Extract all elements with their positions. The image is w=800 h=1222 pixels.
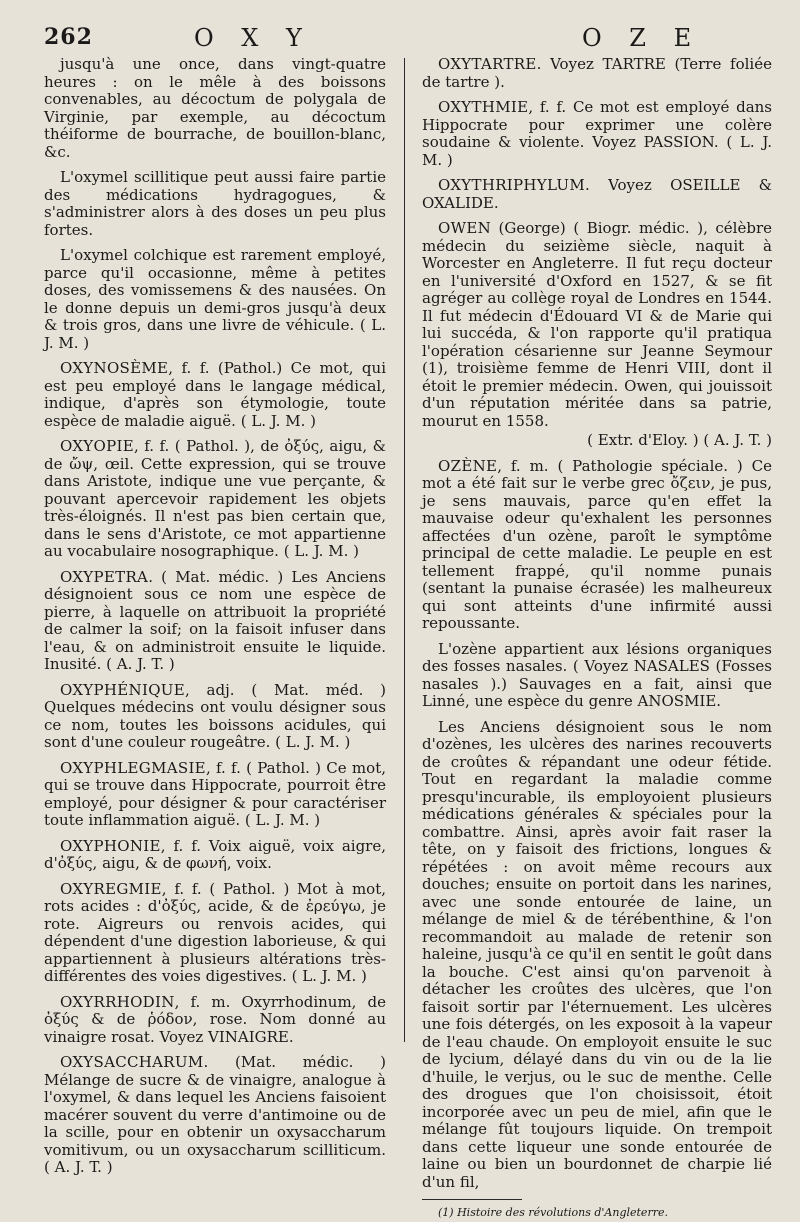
ozene-paragraph-2: L'ozène appartient aux lésions organiques des fosses nasales. ( Voyez NASALES (Fosses nasales ).) Sauvages en a fait, ainsi que Linné, une espèce du genre ANOSMIE. — [422, 639, 772, 710]
entry-body: (George) ( Biogr. médic. ), célèbre médecin du seizième siècle, naquit à Worcester en Angleterre. Il fut reçu docteur en l'université d'Oxford en 1527, & se fit agréger au collège royal de Londres en 1544. Il fut médecin d'Édouard VI & de Marie qui lui succéda, & l'on rapporte qu'il pratiqua l'opération césarienne sur Jeanne Seymour (1), troisième femme de Henri VIII, dont il étoit le premier médecin. Owen, qui jouissoit d'un réputation méritée dans sa patrie, mourut en 1558. — [422, 219, 772, 430]
entry-body: , f. f. ( Pathol. ) Ce mot, qui se trouve dans Hippocrate, pourroit être employé, pour désigner & pour caractériser toute inflammation aiguë. ( L. J. M. ) — [44, 758, 386, 829]
text-columns — [44, 55, 772, 1219]
entry-owen-signature: ( Extr. d'Eloy. ) ( A. J. T. ) — [587, 431, 772, 449]
entry-body: , f. f. Ce mot est employé dans Hippocrate pour exprimer une colère soudaine & violente. Voyez PASSION. ( L. J. M. ) — [422, 98, 772, 169]
entry-body: , f. f. Voix aiguë, voix aigre, d'ὀξύς, aigu, & de φωνή, voix. — [44, 836, 386, 872]
ozene-paragraph-3: Les Anciens désignoient sous le nom d'ozènes, les ulcères des narines recouverts de croûtes & répandant une odeur fétide. Tout en regardant la maladie comme presqu'incurable, ils employoient plusieurs médications générales & spéciales pour la combattre. Ainsi, après avoir fait raser la tête, on y faisoit des frictions, longues & répétées : on avoit même recours aux douches; ensuite on portoit dans les narines, avec une sonde entourée de laine, un mélange de miel & de térébenthine, & l'on recommandoit au malade de retenir son haleine, jusqu'à ce qu'il en sentit le goût dans la bouche. C'est ainsi qu'on parvenoit à détacher les croûtes des ulcères, que l'on faisoit sortir par l'éternuement. Les ulcères une fois détergés, on les exposoit à la vapeur de l'eau chaude. On employoit ensuite le suc de lycium, délayé dans du vin ou de la lie d'huile, le verjus, ou le suc de menthe. Celle des drogues que l'on choisissoit, étoit incorporée avec un peu de miel, afin que le mélange fût toujours liquide. On trempoit dans cette liqueur une sonde entourée de laine ou bien un bourdonnet de charpie lié d'un fil, — [422, 717, 772, 1191]
entry-oxyopie — [44, 438, 386, 561]
entry-body: , f. m. Oxyrrhodinum, de ὀξύς & de ῥόδον, rose. Nom donné au vinaigre rosat. Voyez VINAIGRE. — [44, 992, 386, 1046]
headword: OXYOPIE — [60, 437, 134, 455]
page-number: 262 — [44, 24, 93, 50]
entry-oxyphenique — [44, 682, 386, 752]
headword: OXYTHMIE — [438, 98, 529, 116]
entry-body: . ( Mat. médic. ) Les Anciens désignoient sous ce nom une espèce de pierre, à laquelle on attribuoit la propriété de calmer la soif; on la faisoit infuser dans l'eau, & on administroit ensuite le liquide. Inusité. ( A. J. T. ) — [44, 567, 386, 673]
headword: OXYSACCHARUM — [60, 1053, 204, 1071]
right-column — [422, 55, 772, 1219]
headword: OXYPHONIE — [60, 836, 161, 855]
running-head-right: O Z E — [582, 24, 702, 52]
headword: OXYTHRIPHYLUM — [438, 176, 586, 194]
headword: OXYPHLEGMASIE — [60, 758, 206, 777]
oxymel-scillitique-paragraph: L'oxymel scillitique peut aussi faire partie des médications hydragogues, & s'administrer alors à des doses un peu plus fortes. — [44, 168, 386, 239]
headword: OXYPETRA — [60, 567, 149, 586]
entry-oxyphonie — [44, 838, 386, 873]
entry-oxythmie — [422, 99, 772, 169]
entry-body: . Voyez TARTRE (Terre foliée de tartre ). — [422, 55, 772, 91]
entry-oxypetra — [44, 569, 386, 674]
oxymel-continuation: jusqu'à une once, dans vingt-quatre heures : on le mêle à des boissons convenables, au décoctum de polygala de Virginie, par exemple, au décoctum théiforme de bourrache, de bouillon-blanc, &c. — [44, 55, 386, 161]
headword: OZÈNE — [438, 456, 498, 475]
headword: OXYNOSÈME — [60, 359, 169, 377]
running-head-left: O X Y — [194, 24, 312, 52]
entry-oxynoseme — [44, 360, 386, 430]
left-column — [44, 55, 386, 1176]
headword: OXYTARTRE — [438, 55, 537, 73]
entry-body: , f. m. ( Pathologie spéciale. ) Ce mot a été fait sur le verbe grec ὄζειν, je pus, je sens mauvais, parce qu'en effet la mauvaise odeur qu'exhalent les personnes affectées d'un ozène, paroît le symptôme principal de cette maladie. Le peuple en est tellement frappé, qu'il nomme punais (sentant la punaise écrasée) les malheureux qui sont atteints d'une infirmité aussi repoussante. — [422, 456, 772, 632]
entry-owen — [422, 220, 772, 430]
footnote-rule — [422, 1199, 522, 1200]
entry-oxyphlegmasie — [44, 760, 386, 830]
entry-body: . Voyez OSEILLE & OXALIDE. — [422, 176, 772, 212]
entry-oxyrrhodin — [44, 994, 386, 1047]
entry-oxythriphylum — [422, 177, 772, 212]
entry-body: , adj. ( Mat. méd. ) Quelques médecins ont voulu désigner sous ce nom, toutes les boissons acidules, qui sont d'une couleur rougeâtre. ( L. J. M. ) — [44, 680, 386, 751]
column-divider — [404, 58, 405, 1042]
headword: OXYREGMIE — [60, 879, 162, 898]
entry-body: , f. f. (Pathol.) Ce mot, qui est peu employé dans le langage médical, indique, d'après son étymologie, toute espèce de maladie aiguë. ( L. J. M. ) — [44, 359, 386, 430]
page-header — [44, 24, 770, 56]
entry-body: , f. f. ( Pathol. ) Mot à mot, rots acides : d'ὀξύς, acide, & de ἐρεύγω, je rote. Aigreurs ou renvois acides, qui dépendent d'une digestion laborieuse, & qui appartiennent à plusieurs altérations très-différentes des voies digestives. ( L. J. M. ) — [44, 879, 386, 985]
headword: OWEN — [438, 219, 491, 237]
entry-oxyregmie — [44, 881, 386, 986]
footnote: (1) Histoire des révolutions d'Angleterre. — [438, 1206, 668, 1219]
headword: OXYRRHODIN — [60, 992, 175, 1011]
entry-oxytartre — [422, 56, 772, 91]
entry-oxysaccharum — [44, 1054, 386, 1177]
entry-ozene — [422, 458, 772, 633]
entry-body: . (Mat. médic. ) Mélange de sucre & de vinaigre, analogue à l'oxymel, & dans lequel les Anciens faisoient macérer souvent du verre d'antimoine ou de la scille, pour en obtenir un oxysaccharum vomitivum, ou un oxysaccharum scilliticum. ( A. J. T. ) — [44, 1053, 386, 1176]
oxymel-colchique-paragraph: L'oxymel colchique est rarement employé, parce qu'il occasionne, même à petites doses, des vomissemens & des nausées. On le donne depuis un demi-gros jusqu'à deux & trois gros, dans une livre de véhicule. ( L. J. M. ) — [44, 246, 386, 352]
entry-body: , f. f. ( Pathol. ), de ὀξύς, aigu, & de ὤψ, œil. Cette expression, qui se trouve dans Aristote, indique une vue perçante, & pouvant apercevoir rapidement les objets très-éloignés. Il n'est pas bien certain que, dans le sens d'Aristote, ce mot appartienne au vocabulaire nosographique. ( L. J. M. ) — [44, 437, 386, 560]
headword: OXYPHÉNIQUE — [60, 680, 185, 699]
